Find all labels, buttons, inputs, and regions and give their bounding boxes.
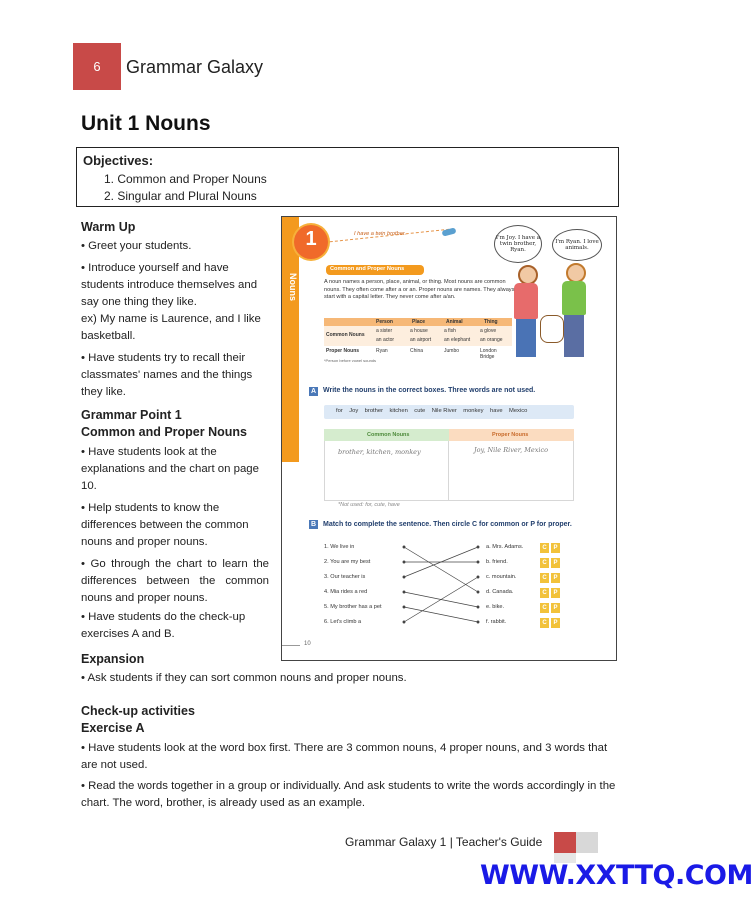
- grammar-bullet: • Have students look at the explanations and the chart on page 10.: [81, 446, 259, 492]
- grammar-point-subheading: Common and Proper Nouns: [81, 425, 247, 439]
- exercise-b-badge: B: [310, 521, 317, 528]
- right-item: a. Mrs. Adams.: [486, 544, 524, 550]
- footer-decor-gray: [576, 832, 598, 853]
- expansion-text: • Ask students if they can sort common nouns and proper nouns.: [81, 672, 407, 684]
- left-item: 1. We live in: [324, 544, 355, 550]
- c-box: C: [540, 603, 549, 613]
- table-cell: a glove: [480, 328, 497, 334]
- table-cell: an airport: [410, 337, 432, 343]
- c-box: C: [540, 558, 549, 568]
- p-box: P: [551, 543, 560, 553]
- exercise-a-title: Write the nouns in the correct boxes. Three words are not used.: [323, 387, 536, 394]
- word-box-text: for Joy brother kitchen cute Nile River monkey have Mexico: [336, 408, 528, 414]
- table-cell: China: [410, 348, 424, 354]
- warm-up-bullet: • Introduce yourself and have students introduce themselves and say one thing they like.: [81, 262, 258, 308]
- section-title: Common and Proper Nouns: [330, 266, 405, 272]
- table-header: Place: [412, 319, 426, 325]
- watermark: WWW.XXTTQ.COM: [480, 860, 753, 891]
- left-item: 3. Our teacher is: [324, 574, 366, 580]
- c-box: C: [540, 588, 549, 598]
- p-box: P: [551, 588, 560, 598]
- table-header: Thing: [484, 319, 498, 325]
- checkup-heading: Check-up activities: [81, 704, 195, 718]
- table-row-label: Proper Nouns: [326, 348, 360, 354]
- c-box: C: [540, 543, 549, 553]
- table-cell: an orange: [480, 337, 503, 343]
- proper-answers: Joy, Nile River, Mexico: [474, 446, 549, 454]
- left-item: 2. You are my best: [324, 559, 371, 565]
- grammar-point-list: [81, 444, 269, 643]
- checkup-bullet: • Have students look at the word box first. There are 3 common nouns, 4 proper nouns, and 3 words that are not used.: [81, 742, 608, 771]
- table-cell: a fish: [444, 328, 456, 334]
- speech-bubble-joy: I'm Joy. I have a twin brother, Ryan.: [494, 225, 542, 263]
- unit-title: Unit 1 Nouns: [81, 112, 211, 135]
- common-column-label: Common Nouns: [367, 432, 410, 438]
- speech-bubble-ryan: I'm Ryan. I love animals.: [552, 229, 602, 261]
- table-note: *Person before vowel sounds: [324, 358, 377, 363]
- grammar-point-heading: Grammar Point 1: [81, 408, 182, 422]
- table-cell: Ryan: [376, 348, 388, 354]
- objectives-title: Objectives:: [83, 153, 154, 168]
- right-item: d. Canada.: [486, 589, 514, 595]
- table-cell: Jumbo: [444, 348, 460, 354]
- objectives-box: [76, 147, 619, 207]
- page-number: 6: [93, 59, 101, 74]
- table-cell: a sister: [376, 328, 393, 334]
- footer-text: Grammar Galaxy 1 | Teacher's Guide: [345, 835, 543, 849]
- left-item: 4. Mia rides a red: [324, 589, 368, 595]
- explanation-text: A noun names a person, place, animal, or thing. Most nouns are common nouns. They often come after a or an. Proper nouns are names. They always start with a capital letter. They never come after a/an.: [324, 279, 515, 301]
- p-box: P: [551, 603, 560, 613]
- grammar-bullet: • Go through the chart to learn the differences between the common nouns and proper nouns.: [81, 558, 269, 604]
- table-header: Person: [376, 319, 393, 325]
- table-cell: an actor: [376, 337, 395, 343]
- table-cell: an elephant: [444, 337, 471, 343]
- warm-up-bullet: • Greet your students.: [81, 240, 192, 252]
- exercise-a-badge: A: [310, 388, 317, 395]
- checkup-list: [81, 740, 616, 812]
- left-item: 6. Let's climb a: [324, 619, 362, 625]
- table-header: Animal: [446, 319, 463, 325]
- warm-up-bullet: • Have students try to recall their classmates' names and the things they like.: [81, 352, 253, 398]
- textbook-page-thumbnail: [281, 216, 617, 661]
- right-item: c. mountain.: [486, 574, 517, 580]
- right-item: e. bike.: [486, 604, 505, 610]
- warm-up-list: [81, 238, 267, 401]
- objective-item: 1. Common and Proper Nouns: [104, 172, 267, 186]
- exercise-b-title: Match to complete the sentence. Then circle C for common or P for proper.: [323, 521, 572, 528]
- table-row-label: Common Nouns: [326, 332, 365, 338]
- right-item: b. friend.: [486, 559, 508, 565]
- warm-up-heading: Warm Up: [81, 220, 136, 234]
- p-box: P: [551, 618, 560, 628]
- grammar-bullet: • Help students to know the differences between the common nouns and proper nouns.: [81, 502, 249, 548]
- warm-up-example: ex) My name is Laurence, and I like basketball.: [81, 313, 261, 342]
- proper-column-label: Proper Nouns: [492, 432, 529, 438]
- thumbnail-page-number: 10: [304, 641, 311, 647]
- common-answers: brother, kitchen, monkey: [338, 448, 421, 456]
- page-rule: [282, 645, 300, 646]
- p-box: P: [551, 558, 560, 568]
- unit-badge-number: 1: [305, 228, 317, 250]
- right-item: f. rabbit.: [486, 619, 507, 625]
- table-cell: London Bridge: [480, 348, 497, 360]
- expansion-heading: Expansion: [81, 652, 145, 666]
- p-box: P: [551, 573, 560, 583]
- tab-label: Nouns: [288, 273, 298, 301]
- objective-item: 2. Singular and Plural Nouns: [104, 189, 257, 203]
- c-box: C: [540, 573, 549, 583]
- page-number-badge: [73, 43, 121, 90]
- footer-decor-red: [554, 832, 576, 853]
- checkup-bullet: • Read the words together in a group or individually. And ask students to write the words accordingly in the chart. The word, brother, is already used as an example.: [81, 780, 616, 809]
- left-item: 5. My brother has a pet: [324, 604, 382, 610]
- banner-text: I have a twin brother.: [354, 231, 407, 237]
- checkup-subheading: Exercise A: [81, 721, 145, 735]
- matching-lines: [282, 217, 618, 662]
- grammar-bullet: • Have students do the check-up exercises A and B.: [81, 611, 246, 640]
- book-title: Grammar Galaxy: [126, 57, 264, 77]
- not-used-note: *Not used: for, cute, have: [338, 502, 400, 508]
- table-cell: a house: [410, 328, 428, 334]
- c-box: C: [540, 618, 549, 628]
